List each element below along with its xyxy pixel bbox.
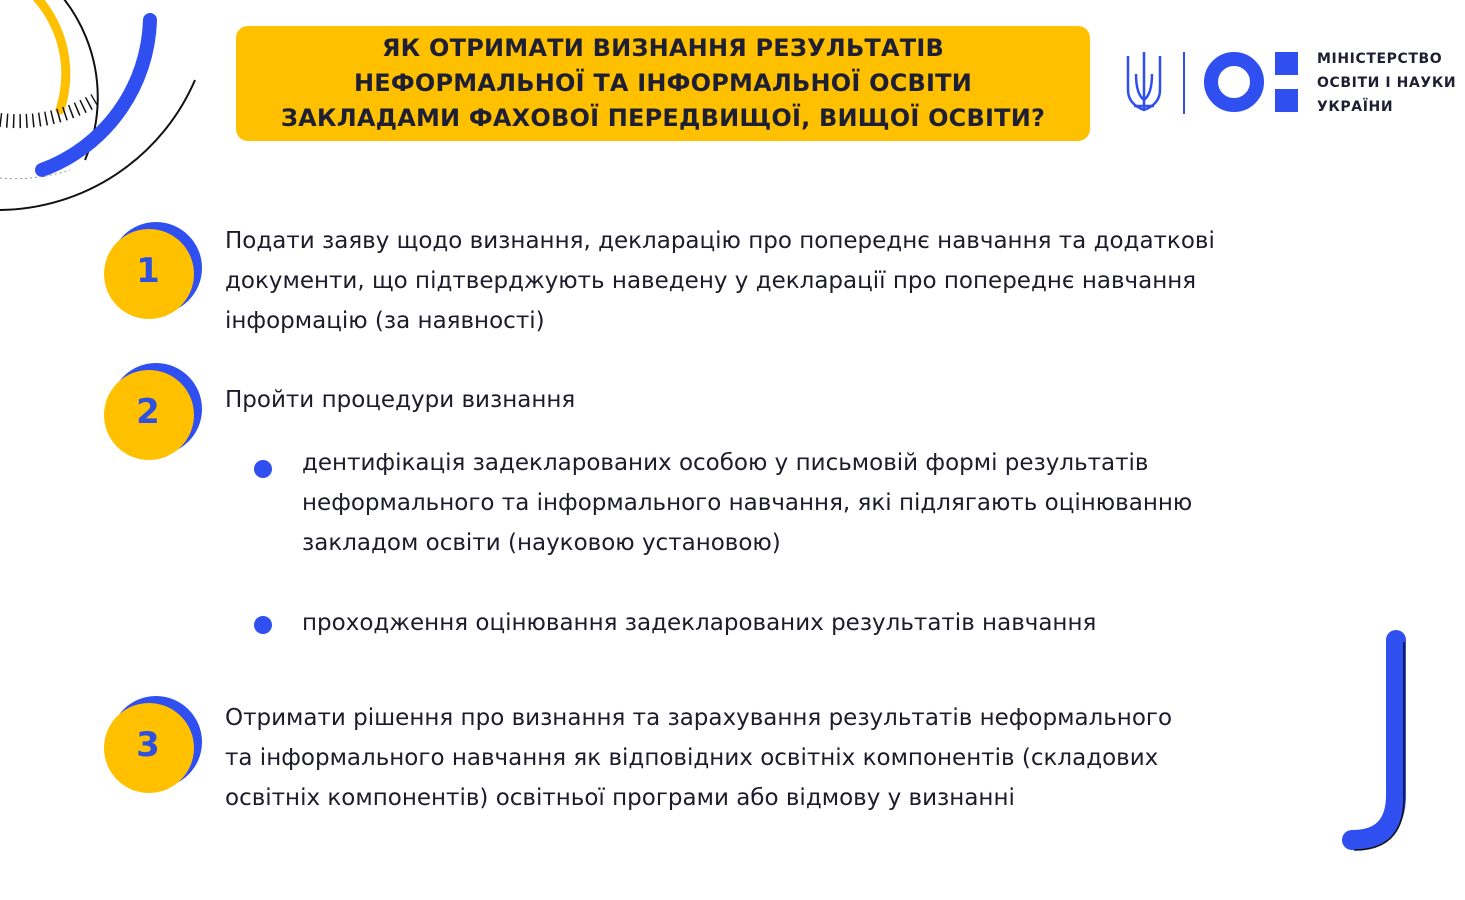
ministry-name	[1317, 47, 1456, 119]
step-text-line: інформацію (за наявності)	[225, 308, 545, 334]
logo-square-icon	[1275, 89, 1298, 112]
step-text	[225, 221, 1215, 341]
decorative-arcs-icon	[0, 0, 215, 215]
bullet-dot-icon	[254, 460, 272, 478]
step-number: 3	[136, 725, 160, 765]
step-text-line: та інформального навчання як відповідних освітніх компонентів (складових	[225, 745, 1159, 771]
logo-circle-icon	[1211, 59, 1257, 105]
step-number: 2	[136, 392, 160, 432]
step-number: 1	[136, 251, 160, 291]
bullet-text-line: закладом освіти (науковою установою)	[302, 530, 781, 556]
step-text-line: Подати заяву щодо визнання, декларацію про попереднє навчання та додаткові	[225, 228, 1215, 254]
bullet-text-line: дентифікація задекларованих особою у письмовій формі результатів	[302, 450, 1149, 476]
step-text-line: Пройти процедури визнання	[225, 387, 576, 413]
bullet-text-line: неформального та інформального навчання, які підлягають оцінюванню	[302, 490, 1193, 516]
bullet-text	[302, 603, 1096, 643]
page-title-line: ЯК ОТРИМАТИ ВИЗНАННЯ РЕЗУЛЬТАТІВ	[382, 34, 944, 62]
step-text-line: Отримати рішення про визнання та зарахування результатів неформального	[225, 705, 1173, 731]
step-text-line: документи, що підтверджують наведену у декларації про попереднє навчання	[225, 268, 1197, 294]
ministry-name-line: ОСВІТИ І НАУКИ	[1317, 75, 1457, 91]
trident-icon	[1128, 52, 1160, 110]
bullet-text-line: проходження оцінювання задекларованих результатів навчання	[302, 610, 1097, 636]
page-title-line: НЕФОРМАЛЬНОЇ ТА ІНФОРМАЛЬНОЇ ОСВІТИ	[354, 69, 972, 97]
logo-square-icon	[1275, 52, 1298, 75]
bullet-text	[302, 443, 1192, 563]
step-text	[225, 380, 575, 420]
bullet-dot-icon	[254, 616, 272, 634]
step-number-badge	[104, 694, 196, 796]
ministry-name-line: МІНІСТЕРСТВО	[1317, 51, 1443, 67]
step-number-badge	[104, 220, 196, 322]
page-title-line: ЗАКЛАДАМИ ФАХОВОЇ ПЕРЕДВИЩОЇ, ВИЩОЇ ОСВІТИ?	[280, 104, 1046, 132]
title-banner	[236, 26, 1090, 141]
step-number-badge	[104, 361, 196, 463]
ministry-name-line: УКРАЇНИ	[1317, 99, 1394, 115]
decorative-hook-icon	[1330, 620, 1430, 870]
step-text-line: освітніх компонентів) освітньої програми або відмову у визнанні	[225, 785, 1015, 811]
step-text	[225, 698, 1172, 818]
